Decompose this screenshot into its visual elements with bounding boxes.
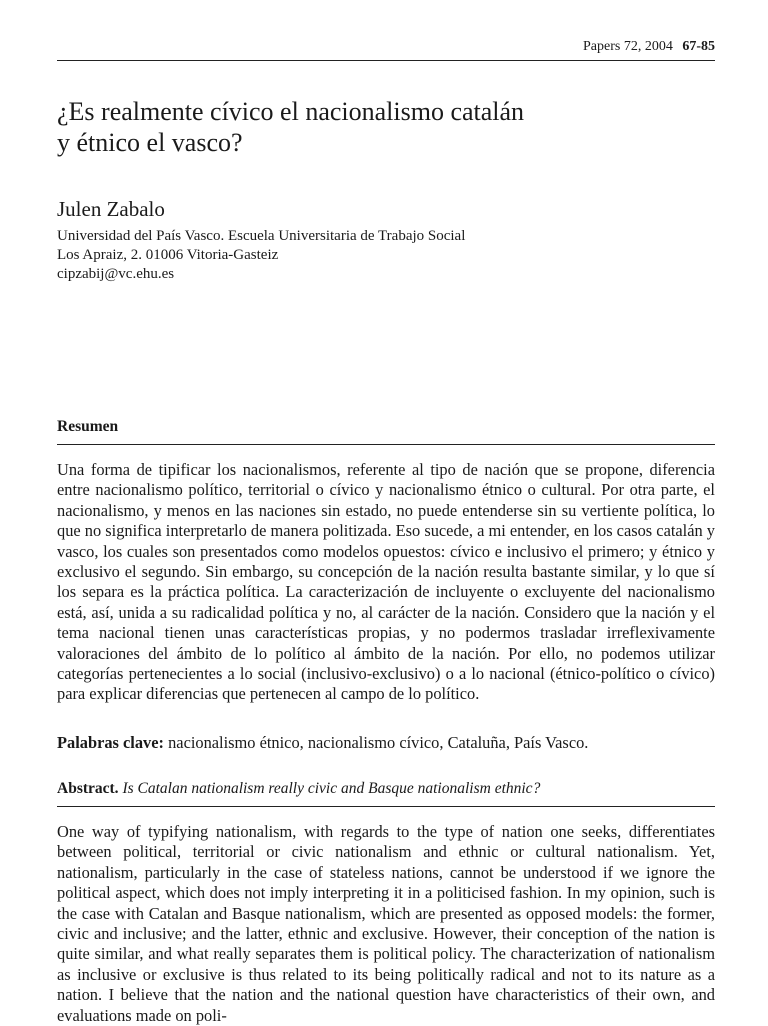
running-header	[57, 36, 715, 61]
title-line-2: y étnico el vasco?	[57, 128, 243, 157]
resumen-text: Una forma de tipificar los nacionalismos, referente al tipo de nación que se propone, diferencia entre nacionalismo político, territorial o cívico y nacionalismo étnico o cultural. Por otra parte, el nacionalismo, y menos en las naciones sin estado, no puede entenderse sin su vertiente política, lo que no significa interpretarlo de manera politizada. Eso sucede, a mi entender, en los casos catalán y vasco, los cuales son presentados como modelos opuestos: cívico e inclusivo el primero; y étnico y exclusivo el segundo. Sin embargo, su concepción de la nación resulta bastante similar, y lo que sí los separa es la práctica política. La caracterización de incluyente o excluyente del nacionalismo está, así, unida a su radicalidad política y no, al carácter de la nación. Considero que la nación y el tema nacional tienen unas características propias, y no podermos trasladar irreflexivamente valoraciones del ámbito de lo político al ámbito de la nación. Por ello, no podemos utilizar categorías pertenecientes a lo social (inclusivo-exclusivo) o a lo nacional (étnico-político o cívico) para explicar diferencias que pertenecen al campo de lo político.	[57, 460, 715, 704]
journal-info: Papers 72, 2004	[583, 39, 673, 54]
article-title	[57, 96, 697, 158]
keywords-label: Palabras clave:	[57, 733, 164, 752]
keywords-line	[57, 733, 715, 753]
resumen-heading: Resumen	[57, 416, 715, 445]
abstract-heading	[57, 778, 715, 807]
affiliation-line-1: Universidad del País Vasco. Escuela Universitaria de Trabajo Social	[57, 228, 466, 244]
keywords-list: nacionalismo étnico, nacionalismo cívico, Cataluña, País Vasco.	[168, 733, 589, 752]
affiliation-line-2: Los Apraiz, 2. 01006 Vitoria-Gasteiz	[57, 247, 279, 263]
abstract-label: Abstract.	[57, 780, 119, 797]
page-range: 67-85	[682, 39, 715, 54]
author-affiliation	[57, 227, 465, 284]
abstract-title: Is Catalan nationalism really civic and Basque nationalism ethnic?	[122, 780, 541, 797]
title-line-1: ¿Es realmente cívico el nacionalismo catalán	[57, 97, 525, 126]
author-name: Julen Zabalo	[57, 197, 165, 221]
author-email: cipzabij@vc.ehu.es	[57, 266, 175, 282]
abstract-text: One way of typifying nationalism, with regards to the type of nation one seeks, differentiates between political, territorial or civic nationalism and ethnic or cultural nationalism. Yet, nationalism, particularly in the case of stateless nations, cannot be understood if we ignore the political aspect, which does not imply interpreting it in a politicised fashion. In my opinion, such is the case with Catalan and Basque nationalism, which are presented as opposed models: the former, civic and inclusive; and the latter, ethnic and exclusive. However, their conception of the nation is quite similar, and what really separates them is political policy. The characterization of nationalism as inclusive or exclusive is thus related to its being politically radical and not to its nature as a nation. I believe that the nation and the national question have characteristics of their own, and evaluations made on poli-	[57, 822, 715, 1025]
